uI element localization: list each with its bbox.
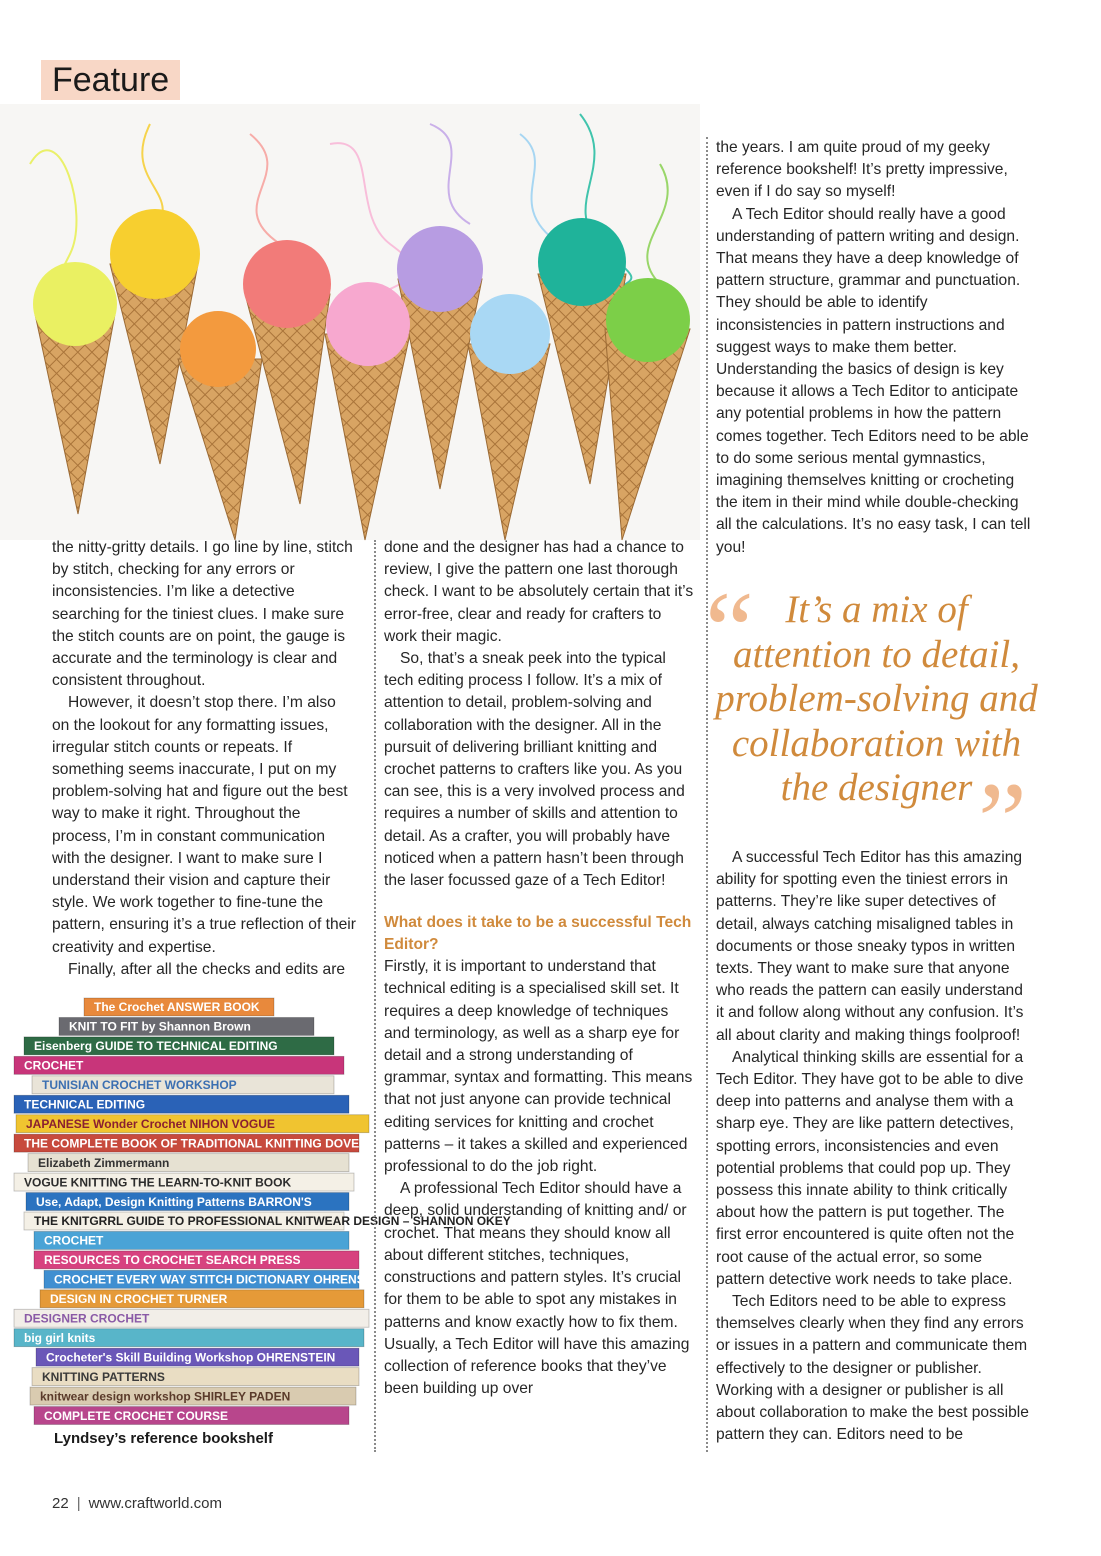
book-spine [36,1348,359,1366]
column-2 [384,537,696,1400]
book-spine [14,1173,354,1191]
book-spine [28,1154,349,1172]
book-spine [34,1407,349,1425]
book-title: THE KNITGRRL GUIDE TO PROFESSIONAL KNITWEAR DESIGN – SHANNON OKEY [34,1214,511,1229]
book-spine [24,1037,334,1055]
column-divider [706,137,708,1452]
book-spine [40,1290,364,1308]
body-paragraph: Finally, after all the checks and edits are [68,960,346,978]
book-spine [32,1368,359,1386]
book-spine [14,1309,369,1327]
book-title: CROCHET [44,1233,104,1248]
book-spine [84,998,274,1016]
book-title: TUNISIAN CROCHET WORKSHOP [42,1078,237,1093]
column-1 [52,537,357,981]
book-title: CROCHET [24,1058,84,1073]
hero-image [0,104,700,540]
book-spine [14,1134,368,1152]
book-title: VOGUE KNITTING THE LEARN-TO-KNIT BOOK [24,1175,292,1190]
body-paragraph: Analytical thinking skills are essential for a Tech Editor. They have got to be able to dive deep into patterns and analyse them with a sharp eye. They are like pattern detectives, spotting errors, inconsistencies and even potential problems that could pop up. They possess this innate ability to think critically about how the pattern is put together. The first error encountered is quite often not the root cause of the actual error, so some pattern detective work needs to take place. [716,1048,1024,1288]
book-title: DESIGN IN CROCHET TURNER [50,1292,228,1307]
book-title: Elizabeth Zimmermann [38,1155,170,1170]
book-spine [44,1270,392,1288]
book-spine [14,1056,344,1074]
bookshelf-image [14,996,511,1454]
book-spine [59,1017,314,1035]
body-paragraph: A successful Tech Editor has this amazing ability for spotting even the tiniest errors in patterns. They’re like super detectives of detail, always catching misaligned tables in documents or those sneaky typos in written texts. They want to make sure that anyone who reads the pattern can easily understand it and follow along without any confusion. It’s all about clarity and making things foolproof! [716,849,1024,1044]
book-title: KNIT TO FIT by Shannon Brown [69,1019,251,1034]
book-spine [16,1115,369,1133]
footer-separator: | [76,1495,81,1512]
body-paragraph: So, that’s a sneak peek into the typical tech editing process I follow. It’s a mix of attention to detail, problem-solving and collaboration with the designer. All in the pursuit of delivering brilliant knitting and crochet patterns to crafters like you. As you can see, this is a very involved process and requires a number of skills and attention to detail. As a crafter, you will probably have noticed when a pattern hasn’t been through the laser focussed gaze of a Tech Editor! [384,650,685,890]
body-paragraph: Tech Editors need to be able to express themselves clearly when they find any errors or issues in a pattern and communicate them effectively to the designer or publisher. Working with a designer or publisher is all about collaboration to make the best possible pattern they can. Editors need to be [716,1293,1029,1444]
book-spine [30,1387,356,1405]
page-number: 22 [52,1495,69,1512]
book-title: JAPANESE Wonder Crochet NIHON VOGUE [26,1116,275,1131]
column-3-bottom [716,847,1031,1446]
book-title: Crocheter's Skill Building Workshop OHRENSTEIN [46,1350,336,1365]
pull-quote: It’s a mix of attention to detail, problem-solving and collaboration with the designer [715,588,1038,809]
body-paragraph: However, it doesn’t stop there. I’m also on the lookout for any formatting issues, irregular stitch counts or repeats. If something seems inaccurate, I put on my problem-solving hat and figure out the best way to make it right. Throughout the process, I’m in constant communication with the designer. I want to make sure I understand their vision and capture their style. We work together to fine-tune the pattern, ensuring it’s a true reflection of their creativity and expertise. [52,694,356,956]
book-title: big girl knits [24,1330,96,1345]
body-paragraph: done and the designer has had a chance to review, I give the pattern one last thorough check. I want to be absolutely certain that it’s error-free, clear and ready for crafters to work their magic. [384,539,694,645]
website-url[interactable]: www.craftworld.com [88,1495,222,1512]
section-tag: Feature [41,60,180,100]
page-footer [52,1494,222,1514]
book-spine [34,1231,349,1249]
book-title: The Crochet ANSWER BOOK [94,1000,260,1015]
book-spine [14,1329,364,1347]
book-title: Eisenberg GUIDE TO TECHNICAL EDITING [34,1039,278,1054]
book-title: RESOURCES TO CROCHET SEARCH PRESS [44,1253,301,1268]
book-title: Use, Adapt, Design Knitting Patterns BARRON'S [36,1194,312,1209]
book-title: TECHNICAL EDITING [24,1097,146,1112]
book-title: CROCHET EVERY WAY STITCH DICTIONARY OHRENSTEIN [54,1272,393,1287]
column-3-top [716,137,1031,559]
book-title: COMPLETE CROCHET COURSE [44,1408,229,1423]
open-quote-mark: “ [705,569,754,691]
column-divider [374,540,376,1452]
book-spine [26,1193,349,1211]
book-title: knitwear design workshop SHIRLEY PADEN [40,1389,291,1404]
book-spine [32,1076,334,1094]
bookshelf-caption: Lyndsey’s reference bookshelf [47,1426,280,1452]
body-paragraph: A professional Tech Editor should have a deep, solid understanding of knitting and/ or crochet. That means they should know all about different stitches, techniques, constructions and pattern styles. It’s crucial for them to be able to spot any mistakes in patterns and know exactly how to fix them. Usually, a Tech Editor will have this amazing collection of reference books that they’ve been building up over [384,1180,690,1398]
book-spine [14,1095,349,1113]
book-title: DESIGNER CROCHET [24,1311,150,1326]
close-quote-mark: ” [978,760,1027,882]
body-paragraph: the nitty-gritty details. I go line by line, stitch by stitch, checking for any errors or inconsistencies. I’m like a detective searching for the tiniest clues. I make sure the stitch counts are on point, the gauge is accurate and the terminology is clear and consistent throughout. [52,539,353,690]
body-paragraph: A Tech Editor should really have a good understanding of pattern writing and design. That means they have a deep knowledge of pattern structure, grammar and punctuation. They should be able to identify inconsistencies in pattern instructions and suggest ways to make them better. Understanding the basics of design is key because it allows a Tech Editor to anticipate any potential problems in how the pattern comes together. Tech Editors need to be able to do some serious mental gymnastics, imagining themselves knitting or crocheting the item in their mind while double-checking all the calculations. It’s no easy task, I can tell you! [716,205,1031,556]
book-title: THE COMPLETE BOOK OF TRADITIONAL KNITTING DOVER [24,1136,368,1151]
body-paragraph: Firstly, it is important to understand that technical editing is a specialised skill set. It requires a deep knowledge of techniques and terminology, as well as a sharp eye for detail and a strong understanding of grammar, syntax and formatting. This means that not just anyone can provide technical editing services for knitting and crochet patterns – it takes a skilled and experienced professional to do the job right. [384,958,693,1176]
book-spine [34,1251,359,1269]
book-title: KNITTING PATTERNS [42,1369,165,1384]
section-heading: What does it take to be a successful Tech Editor? [384,914,692,954]
body-paragraph: the years. I am quite proud of my geeky reference bookshelf! It’s pretty impressive, even if I do say so myself! [716,139,1008,201]
